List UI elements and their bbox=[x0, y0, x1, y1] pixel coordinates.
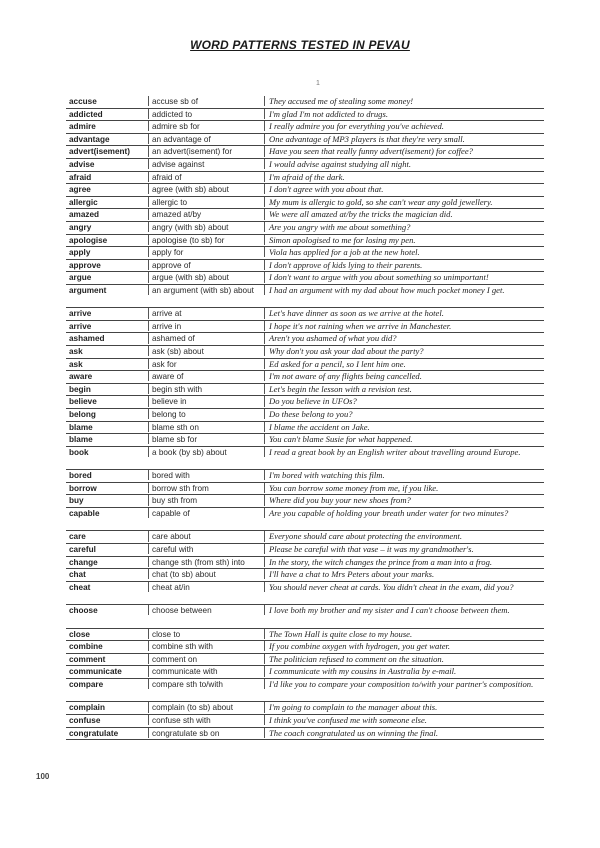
table-row bbox=[66, 470, 544, 483]
pattern-cell: complain (to sb) about bbox=[148, 702, 264, 712]
example-cell: I don't want to argue with you about something so unimportant! bbox=[264, 272, 544, 282]
table-row bbox=[66, 531, 544, 544]
pattern-cell: agree (with sb) about bbox=[148, 184, 264, 194]
example-cell: In the story, the witch changes the prince from a man into a frog. bbox=[264, 557, 544, 567]
word-cell: apply bbox=[69, 248, 91, 258]
example-cell: I'm not aware of any flights being cancelled. bbox=[264, 371, 544, 381]
example-cell: You should never cheat at cards. You didn't cheat in the exam, did you? bbox=[264, 582, 544, 592]
pattern-cell: confuse sth with bbox=[148, 715, 264, 725]
word-cell: complain bbox=[69, 703, 105, 713]
pattern-cell: an advert(isement) for bbox=[148, 146, 264, 156]
word-cell: admire bbox=[69, 122, 96, 132]
pattern-cell: change sth (from sth) into bbox=[148, 557, 264, 567]
table-row bbox=[66, 654, 544, 667]
pattern-cell: amazed at/by bbox=[148, 209, 264, 219]
example-cell: Ed asked for a pencil, so I lent him one. bbox=[264, 359, 544, 369]
pattern-cell: careful with bbox=[148, 544, 264, 554]
margin-mark: 1 bbox=[316, 80, 320, 87]
pattern-cell: ask for bbox=[148, 359, 264, 369]
example-cell: I think you've confused me with someone else. bbox=[264, 715, 544, 725]
example-cell: I read a great book by an English writer about travelling around Europe. bbox=[264, 447, 544, 457]
pattern-cell: an advantage of bbox=[148, 134, 264, 144]
table-row bbox=[66, 260, 544, 273]
word-cell: combine bbox=[69, 642, 103, 652]
word-cell: amazed bbox=[69, 210, 100, 220]
example-cell: Viola has applied for a job at the new hotel. bbox=[264, 247, 544, 257]
table-row bbox=[66, 272, 544, 285]
pattern-cell: belong to bbox=[148, 409, 264, 419]
table-row bbox=[66, 409, 544, 422]
word-cell: congratulate bbox=[69, 728, 119, 738]
pattern-cell: argue (with sb) about bbox=[148, 272, 264, 282]
table-row bbox=[66, 346, 544, 359]
example-cell: Let's begin the lesson with a revision test. bbox=[264, 384, 544, 394]
example-cell: I'm going to complain to the manager about this. bbox=[264, 702, 544, 712]
example-cell: They accused me of stealing some money! bbox=[264, 96, 544, 106]
pattern-cell: communicate with bbox=[148, 666, 264, 676]
table-row bbox=[66, 641, 544, 654]
example-cell: You can't blame Susie for what happened. bbox=[264, 434, 544, 444]
table-row bbox=[66, 384, 544, 397]
page-title: WORD PATTERNS TESTED IN PEVAU bbox=[190, 38, 410, 52]
example-cell: I love both my brother and my sister and I can't choose between them. bbox=[264, 605, 544, 615]
table-row bbox=[66, 728, 544, 741]
word-cell: begin bbox=[69, 384, 91, 394]
example-cell: Let's have dinner as soon as we arrive at the hotel. bbox=[264, 308, 544, 318]
word-patterns-table bbox=[66, 96, 544, 740]
table-row bbox=[66, 557, 544, 570]
word-cell: argue bbox=[69, 273, 92, 283]
word-cell: care bbox=[69, 532, 86, 542]
example-cell: I'm glad I'm not addicted to drugs. bbox=[264, 109, 544, 119]
table-row bbox=[66, 569, 544, 582]
example-cell: I hope it's not raining when we arrive in Manchester. bbox=[264, 321, 544, 331]
pattern-cell: apply for bbox=[148, 247, 264, 257]
table-row bbox=[66, 134, 544, 147]
example-cell: I really admire you for everything you've achieved. bbox=[264, 121, 544, 131]
table-row bbox=[66, 679, 544, 702]
pattern-cell: allergic to bbox=[148, 197, 264, 207]
word-cell: allergic bbox=[69, 197, 98, 207]
pattern-cell: arrive at bbox=[148, 308, 264, 318]
word-cell: compare bbox=[69, 679, 104, 689]
word-cell: capable bbox=[69, 509, 100, 518]
example-cell: Do these belong to you? bbox=[264, 409, 544, 419]
example-cell: Where did you buy your new shoes from? bbox=[264, 495, 544, 505]
word-cell: belong bbox=[69, 410, 96, 420]
pattern-cell: blame sb for bbox=[148, 434, 264, 444]
word-cell: buy bbox=[69, 496, 84, 506]
word-cell: angry bbox=[69, 222, 92, 232]
example-cell: Why don't you ask your dad about the party? bbox=[264, 346, 544, 356]
pattern-cell: addicted to bbox=[148, 109, 264, 119]
pattern-cell: a book (by sb) about bbox=[148, 447, 264, 457]
table-row bbox=[66, 483, 544, 496]
word-cell: approve bbox=[69, 260, 101, 270]
pattern-cell: buy sth from bbox=[148, 495, 264, 505]
pattern-cell: apologise (to sb) for bbox=[148, 235, 264, 245]
table-row bbox=[66, 333, 544, 346]
pattern-cell: believe in bbox=[148, 396, 264, 406]
table-row bbox=[66, 308, 544, 321]
example-cell: Are you capable of holding your breath under water for two minutes? bbox=[264, 508, 544, 518]
pattern-cell: approve of bbox=[148, 260, 264, 270]
table-row bbox=[66, 434, 544, 447]
example-cell: I had an argument with my dad about how much pocket money I get. bbox=[264, 285, 544, 295]
pattern-cell: compare sth to/with bbox=[148, 679, 264, 689]
pattern-cell: accuse sb of bbox=[148, 96, 264, 106]
pattern-cell: ask (sb) about bbox=[148, 346, 264, 356]
example-cell: I'd like you to compare your composition to/with your partner's composition. bbox=[264, 679, 544, 689]
word-cell: comment bbox=[69, 654, 106, 664]
word-cell: change bbox=[69, 557, 98, 567]
table-row bbox=[66, 285, 544, 308]
pattern-cell: aware of bbox=[148, 371, 264, 381]
table-row bbox=[66, 247, 544, 260]
pattern-cell: borrow sth from bbox=[148, 483, 264, 493]
pattern-cell: care about bbox=[148, 531, 264, 541]
example-cell: Do you believe in UFOs? bbox=[264, 396, 544, 406]
pattern-cell: chat (to sb) about bbox=[148, 569, 264, 579]
word-cell: arrive bbox=[69, 309, 92, 319]
table-row bbox=[66, 605, 544, 628]
table-row bbox=[66, 197, 544, 210]
word-cell: advantage bbox=[69, 134, 110, 144]
word-cell: arrive bbox=[69, 321, 92, 331]
word-cell: believe bbox=[69, 397, 97, 407]
pattern-cell: congratulate sb on bbox=[148, 728, 264, 738]
table-row bbox=[66, 447, 544, 470]
example-cell: The Town Hall is quite close to my house. bbox=[264, 629, 544, 639]
table-row bbox=[66, 222, 544, 235]
table-row bbox=[66, 209, 544, 222]
word-cell: cheat bbox=[69, 582, 91, 592]
table-row bbox=[66, 396, 544, 409]
pattern-cell: advise against bbox=[148, 159, 264, 169]
pattern-cell: cheat at/in bbox=[148, 582, 264, 592]
word-cell: advert(isement) bbox=[69, 147, 130, 157]
example-cell: If you combine oxygen with hydrogen, you get water. bbox=[264, 641, 544, 651]
word-cell: confuse bbox=[69, 715, 101, 725]
word-cell: book bbox=[69, 447, 89, 457]
table-row bbox=[66, 184, 544, 197]
word-cell: advise bbox=[69, 159, 95, 169]
pattern-cell: combine sth with bbox=[148, 641, 264, 651]
pattern-cell: choose between bbox=[148, 605, 264, 615]
word-cell: careful bbox=[69, 544, 96, 554]
table-row bbox=[66, 121, 544, 134]
example-cell: I don't agree with you about that. bbox=[264, 184, 544, 194]
pattern-cell: bored with bbox=[148, 470, 264, 480]
word-cell: ask bbox=[69, 347, 83, 357]
example-cell: I'm afraid of the dark. bbox=[264, 172, 544, 182]
pattern-cell: blame sth on bbox=[148, 422, 264, 432]
example-cell: The politician refused to comment on the situation. bbox=[264, 654, 544, 664]
table-row bbox=[66, 702, 544, 715]
example-cell: Simon apologised to me for losing my pen. bbox=[264, 235, 544, 245]
example-cell: One advantage of MP3 players is that they're very small. bbox=[264, 134, 544, 144]
table-row bbox=[66, 235, 544, 248]
table-row bbox=[66, 359, 544, 372]
word-cell: agree bbox=[69, 185, 91, 195]
example-cell: Please be careful with that vase – it was my grandmother's. bbox=[264, 544, 544, 554]
example-cell: The coach congratulated us on winning the final. bbox=[264, 728, 544, 738]
example-cell: I don't approve of kids lying to their parents. bbox=[264, 260, 544, 270]
example-cell: My mum is allergic to gold, so she can't wear any gold jewellery. bbox=[264, 197, 544, 207]
pattern-cell: admire sb for bbox=[148, 121, 264, 131]
table-row bbox=[66, 422, 544, 435]
example-cell: Are you angry with me about something? bbox=[264, 222, 544, 232]
table-row bbox=[66, 321, 544, 334]
example-cell: Have you seen that really funny advert(isement) for coffee? bbox=[264, 146, 544, 156]
example-cell: We were all amazed at/by the tricks the magician did. bbox=[264, 209, 544, 219]
table-row bbox=[66, 715, 544, 728]
pattern-cell: close to bbox=[148, 629, 264, 639]
pattern-cell: ashamed of bbox=[148, 333, 264, 343]
pattern-cell: comment on bbox=[148, 654, 264, 664]
example-cell: I blame the accident on Jake. bbox=[264, 422, 544, 432]
table-row bbox=[66, 666, 544, 679]
word-cell: close bbox=[69, 629, 90, 639]
example-cell: I communicate with my cousins in Australia by e-mail. bbox=[264, 666, 544, 676]
word-cell: addicted bbox=[69, 109, 103, 119]
table-row bbox=[66, 495, 544, 508]
page-number: 100 bbox=[36, 772, 50, 781]
table-row bbox=[66, 582, 544, 605]
word-cell: aware bbox=[69, 372, 93, 382]
pattern-cell: angry (with sb) about bbox=[148, 222, 264, 232]
example-cell: Aren't you ashamed of what you did? bbox=[264, 333, 544, 343]
word-cell: afraid bbox=[69, 172, 92, 182]
example-cell: I would advise against studying all night. bbox=[264, 159, 544, 169]
word-cell: accuse bbox=[69, 97, 97, 106]
word-cell: ashamed bbox=[69, 334, 105, 344]
word-cell: blame bbox=[69, 422, 93, 432]
table-row bbox=[66, 629, 544, 642]
example-cell: I'm bored with watching this film. bbox=[264, 470, 544, 480]
word-cell: argument bbox=[69, 285, 107, 295]
word-cell: chat bbox=[69, 570, 86, 580]
table-row bbox=[66, 159, 544, 172]
table-row bbox=[66, 96, 544, 109]
word-cell: blame bbox=[69, 435, 93, 445]
word-cell: apologise bbox=[69, 235, 108, 245]
table-row bbox=[66, 371, 544, 384]
table-row bbox=[66, 172, 544, 185]
word-cell: bored bbox=[69, 471, 92, 481]
word-cell: borrow bbox=[69, 483, 97, 493]
table-row bbox=[66, 508, 544, 531]
pattern-cell: begin sth with bbox=[148, 384, 264, 394]
example-cell: Everyone should care about protecting the environment. bbox=[264, 531, 544, 541]
pattern-cell: an argument (with sb) about bbox=[148, 285, 264, 295]
table-row bbox=[66, 109, 544, 122]
table-row bbox=[66, 146, 544, 159]
word-cell: communicate bbox=[69, 667, 122, 677]
word-cell: ask bbox=[69, 359, 83, 369]
pattern-cell: arrive in bbox=[148, 321, 264, 331]
example-cell: I'll have a chat to Mrs Peters about your marks. bbox=[264, 569, 544, 579]
table-row bbox=[66, 544, 544, 557]
pattern-cell: capable of bbox=[148, 508, 264, 518]
word-cell: choose bbox=[69, 606, 98, 616]
pattern-cell: afraid of bbox=[148, 172, 264, 182]
example-cell: You can borrow some money from me, if you like. bbox=[264, 483, 544, 493]
